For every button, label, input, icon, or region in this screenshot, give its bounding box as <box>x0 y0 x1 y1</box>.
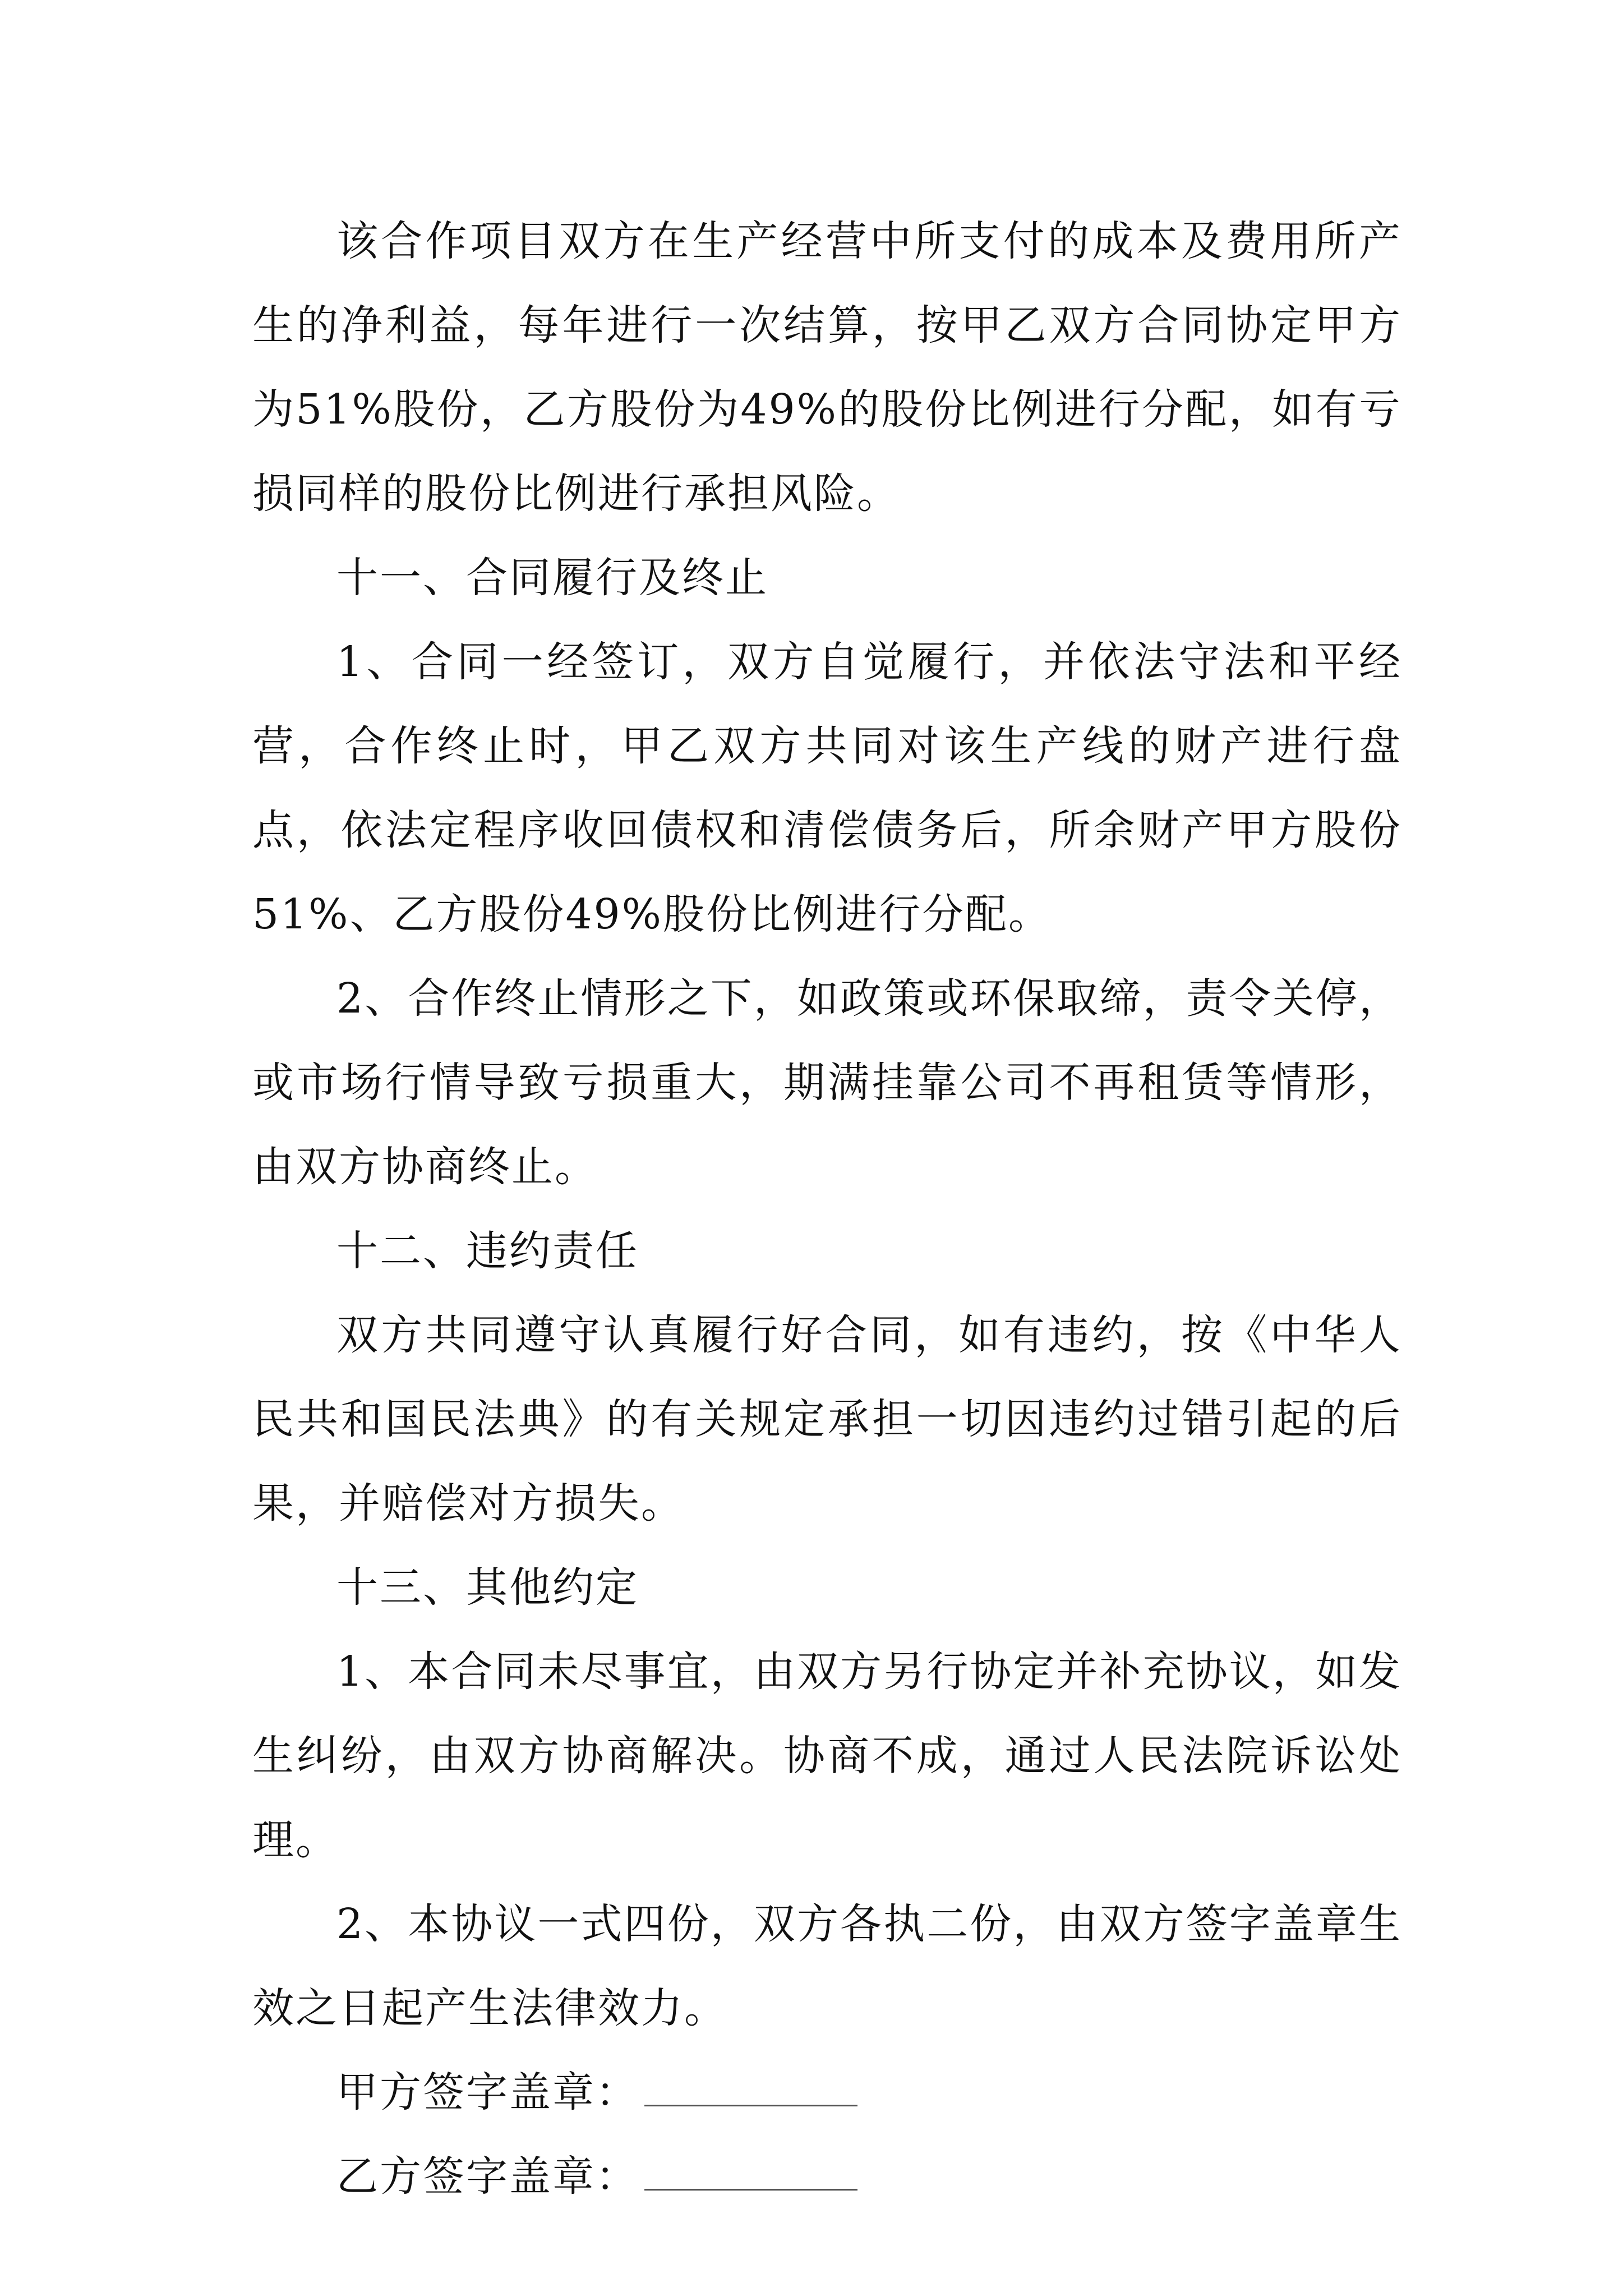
signature-label-party-a: 甲方签字盖章： <box>336 2068 639 2116</box>
section-heading-12: 十二、违约责任 <box>336 1227 639 1275</box>
signature-row-party-b <box>252 2134 1402 2219</box>
paragraph-12: 双方共同遵守认真履行好合同，如有违约，按《中华人民共和国民法典》的有关规定承担一切因违约过错引起的后果，并赔偿对方损失。 <box>252 1311 1402 1527</box>
signature-label-party-b: 乙方签字盖章： <box>336 2152 639 2201</box>
section-heading-11: 十一、合同履行及终止 <box>336 554 768 602</box>
paragraph-13-1: 1、本合同未尽事宜，由双方另行协定并补充协议，如发生纠纷，由双方协商解决。协商不成，通过人民法院诉讼处理。 <box>252 1648 1402 1864</box>
signature-line-party-a <box>644 2071 857 2106</box>
section-heading-13: 十三、其他约定 <box>336 1563 639 1612</box>
signature-row-party-a <box>252 2050 1402 2134</box>
document-body <box>252 199 1402 2219</box>
paragraph-profit-distribution: 该合作项目双方在生产经营中所支付的成本及费用所产生的净利益，每年进行一次结算，按甲乙双方合同协定甲方为51%股份，乙方股份为49%的股份比例进行分配，如有亏损同样的股份比例进行承担风险。 <box>252 217 1402 518</box>
signature-line-party-b <box>644 2155 857 2191</box>
paragraph-11-1: 1、合同一经签订，双方自觉履行，并依法守法和平经营，合作终止时，甲乙双方共同对该生产线的财产进行盘点，依法定程序收回债权和清偿债务后，所余财产甲方股份51%、乙方股份49%股份比例进行分配。 <box>252 638 1402 938</box>
paragraph-11-2: 2、合作终止情形之下，如政策或环保取缔，责令关停，或市场行情导致亏损重大，期满挂靠公司不再租赁等情形，由双方协商终止。 <box>252 974 1402 1191</box>
paragraph-13-2: 2、本协议一式四份，双方各执二份，由双方签字盖章生效之日起产生法律效力。 <box>252 1900 1402 2032</box>
